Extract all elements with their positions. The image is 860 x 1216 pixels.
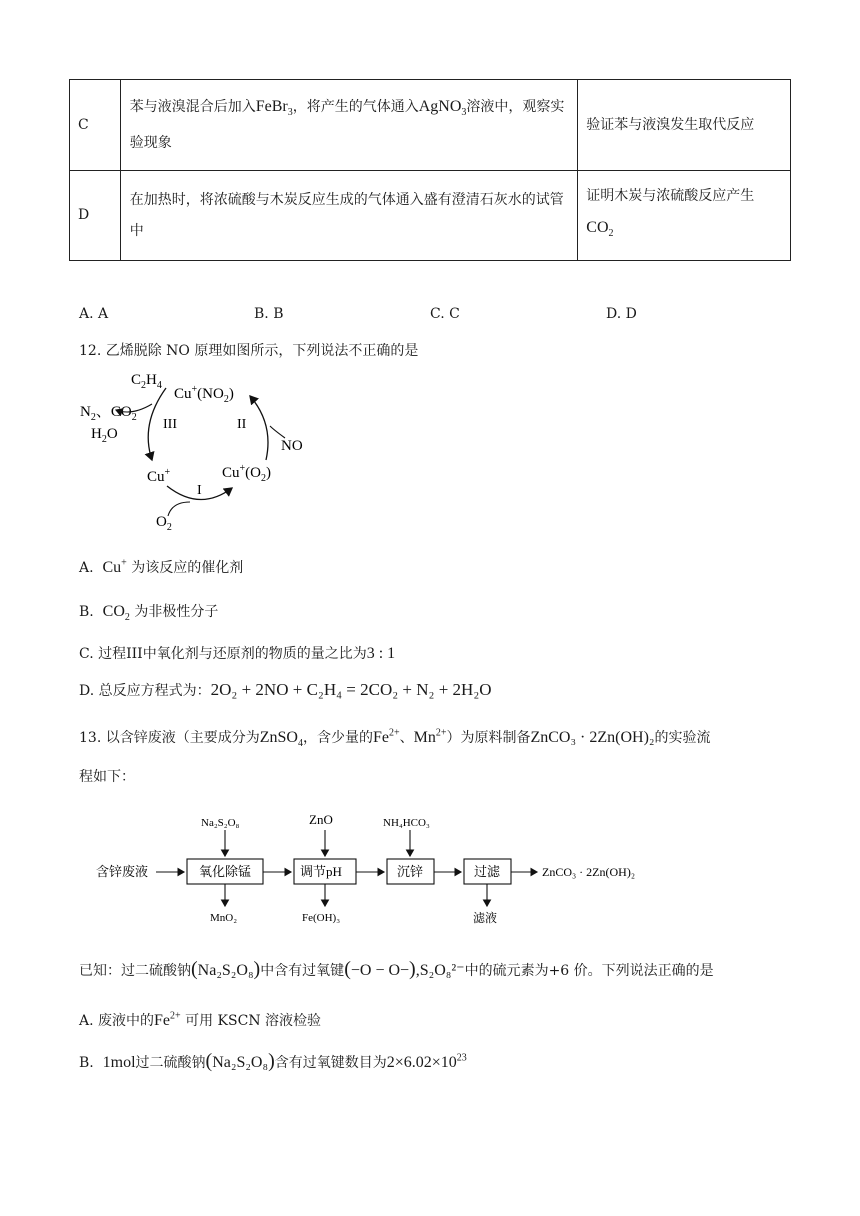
flow-output-mno2: MnO₂ [210, 912, 238, 924]
paren-open: ( [344, 958, 351, 980]
q13-stem-line2: 程如下： [79, 769, 135, 785]
label-cu-no2: $Cu^+(NO_2)$ [174, 384, 234, 405]
label-o2: $O_2$ [156, 514, 172, 533]
label-step-iii: III [163, 417, 177, 432]
flow-output-filtrate: 滤液 [473, 911, 498, 925]
formula-mn2 [414, 729, 447, 746]
option-letter: B. [79, 1055, 94, 1071]
formula-s2o8: S₂O₈²⁻ [419, 962, 465, 979]
q12-option-b[interactable] [79, 601, 218, 623]
label-step-i: I [197, 483, 202, 498]
flow-box2-label: 调节pH [300, 864, 342, 879]
option-text: C. 过程III中氧化剂与还原剂的物质的量之比为 [79, 646, 367, 662]
row-label: C [70, 80, 121, 171]
formula-text: Cu [102, 559, 122, 576]
formula-sub: 4 [297, 738, 303, 750]
q13-stem [79, 727, 711, 749]
label-cu: Cu+ [147, 467, 171, 485]
table-row [70, 171, 791, 261]
formula-agno3 [418, 97, 467, 119]
q13-known [79, 958, 714, 981]
desc-text: ，将产生的气体通入 [292, 98, 419, 115]
number-sup: 23 [456, 1052, 467, 1064]
flow-product: ZnCO₃ · 2Zn(OH)₂ [542, 865, 636, 879]
formula-sub: 2 [124, 612, 130, 624]
formula-na2s2o8: Na₂S₂O₈ [197, 962, 254, 979]
row-description [120, 80, 578, 171]
option-text: A. 废液中的 [79, 1013, 155, 1029]
option-letter: B. [79, 604, 94, 620]
formula-febr3 [255, 97, 293, 119]
choice-c[interactable]: C. C [430, 306, 460, 322]
option-text: D. 总反应方程式为： [79, 683, 211, 699]
row-purpose: 验证苯与液溴发生取代反应 [578, 80, 791, 171]
q12-stem: 12. 乙烯脱除 NO 原理如图所示，下列说法不正确的是 [79, 343, 419, 359]
row-label: D [70, 171, 121, 261]
avogadro-number [387, 1054, 467, 1071]
choice-d[interactable]: D. D [606, 306, 637, 322]
desc-text: 苯与液溴混合后加入 [129, 98, 256, 115]
flow-box3-label: 沉锌 [397, 864, 424, 879]
flow-box4-label: 过滤 [474, 864, 501, 879]
formula-na2s2o8: Na₂S₂O₈ [212, 1054, 269, 1071]
formula-text: Fe [372, 729, 389, 746]
formula-text: CO [102, 603, 125, 620]
q13-option-a[interactable] [79, 1010, 321, 1030]
formula-text: ZnSO [259, 729, 298, 746]
option-text: 可用 KSCN 溶液检验 [185, 1013, 322, 1029]
option-text: 过二硫酸钠 [135, 1055, 206, 1071]
q12-option-d[interactable] [79, 680, 492, 700]
q12-option-a[interactable] [79, 557, 243, 577]
stem-text: 13. 以含锌废液（主要成分为 [79, 730, 260, 746]
arrow-no-in [270, 426, 285, 438]
arrow-step-ii [250, 396, 268, 460]
known-text: 已知：过二硫酸钠 [79, 963, 191, 979]
formula-sub: 2 [608, 228, 614, 240]
flow-input-zno: ZnO [309, 812, 333, 827]
formula-co2 [586, 219, 614, 240]
option-text: 含有过氧键数目为 [274, 1055, 387, 1071]
formula-text: AgNO [418, 97, 462, 115]
formula-cu-plus [102, 559, 126, 576]
formula-product: ZnCO₃ · 2Zn(OH)₂ [530, 729, 655, 746]
formula-text: FeBr [255, 97, 288, 115]
paren-open: ( [191, 958, 198, 980]
arrow-o2-in [168, 502, 190, 516]
formula-text: CO [586, 219, 609, 237]
flow-output-feoh3: Fe(OH)₃ [302, 912, 341, 924]
reaction-equation: 2O₂ + 2NO + C₂H₄ = 2CO₂ + N₂ + 2H₂O [210, 680, 492, 699]
q13-option-b[interactable] [79, 1050, 467, 1073]
option-text: 为该反应的催化剂 [131, 560, 244, 576]
row-purpose [578, 171, 791, 261]
label-c2h4: $C_2H_4$ [131, 372, 162, 391]
label-products: $N_2$、$CO_2$ [80, 404, 137, 423]
formula-sup: 2+ [170, 1010, 181, 1022]
number-text: 2×6.02×10 [386, 1054, 457, 1071]
stem-text: ，含少量的 [302, 730, 373, 746]
formula-fe2 [154, 1012, 181, 1029]
flow-input-na2s2o8: Na₂S₂O₈ [201, 817, 240, 829]
choice-b[interactable]: B. B [254, 306, 284, 322]
row-description: 在加热时，将浓硫酸与木炭反应生成的气体通入盛有澄清石灰水的试管中 [120, 171, 578, 261]
formula-peroxide-bond: −O − O− [350, 962, 410, 979]
formula-fe2 [373, 729, 400, 746]
ratio-value: 3 : 1 [366, 645, 396, 662]
formula-text: Mn [413, 729, 436, 746]
desc-text: 溶液中，观察实验现象 [129, 98, 565, 152]
choice-a[interactable]: A. A [79, 306, 109, 322]
formula-sup: 2+ [388, 727, 400, 739]
paren-close: ) [409, 958, 416, 980]
formula-sub: 3 [287, 107, 293, 119]
options-table [69, 79, 791, 261]
label-h2o: $H_2O$ [91, 426, 118, 445]
label-no: NO [281, 438, 303, 454]
option-letter: A. [79, 560, 94, 576]
known-text: 中的硫元素为+6 价。下列说法正确的是 [464, 963, 714, 979]
stem-text: 、 [399, 730, 414, 746]
formula-co2 [102, 603, 130, 624]
q12-option-c[interactable] [79, 643, 395, 663]
q13-flow-diagram [90, 806, 690, 934]
paren-open: ( [205, 1050, 213, 1072]
flow-start: 含锌废液 [96, 864, 149, 879]
known-comma: , [415, 962, 420, 979]
q12-cycle-diagram [70, 364, 330, 536]
formula-text: Fe [154, 1012, 171, 1029]
formula-sub: 3 [461, 107, 467, 119]
formula-sup: 2+ [435, 727, 447, 739]
mol-value: 1mol [102, 1054, 136, 1071]
option-text: 为非极性分子 [134, 604, 219, 620]
paren-close: ) [268, 1050, 275, 1072]
table-row [70, 80, 791, 171]
stem-text: ）为原料制备 [446, 730, 531, 746]
stem-text: 的实验流 [654, 730, 711, 746]
flow-box1-label: 氧化除锰 [199, 864, 252, 879]
known-text: 中含有过氧键 [260, 963, 345, 979]
flow-input-nh4hco3: NH₄HCO₃ [383, 817, 430, 829]
formula-sup: + [121, 557, 127, 569]
paren-close: ) [253, 958, 261, 980]
label-step-ii: II [237, 417, 247, 432]
purpose-text: 证明木炭与浓硫酸反应产生 [586, 188, 755, 205]
formula-znso4 [259, 729, 303, 750]
label-cu-o2: $Cu^+(O_2)$ [222, 463, 271, 484]
